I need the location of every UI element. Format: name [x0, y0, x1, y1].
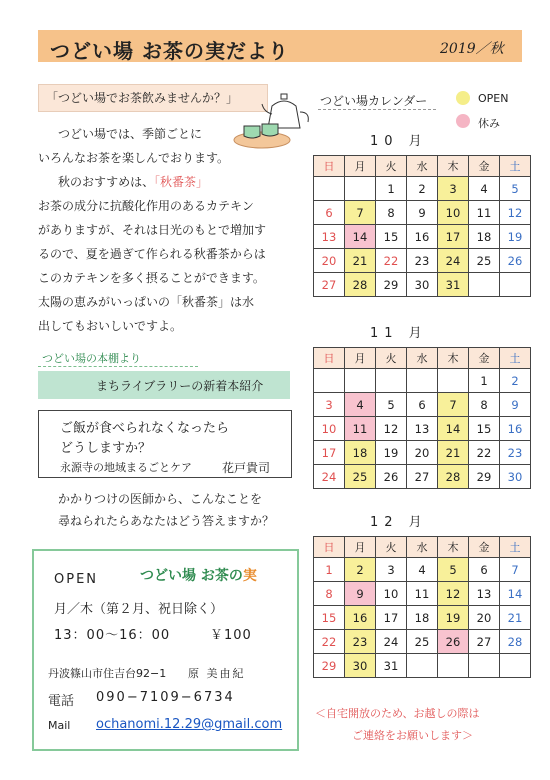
calendar-day: 3 — [314, 393, 345, 417]
calendar-day: 20 — [407, 441, 438, 465]
month-title-october: 10 月 — [370, 134, 428, 149]
address: 丹波篠山市住吉台92−1 — [48, 667, 167, 680]
week-row — [314, 273, 531, 297]
calendar-day: 23 — [345, 630, 376, 654]
calendar-day: 19 — [438, 606, 469, 630]
calendar-day — [438, 654, 469, 678]
tel-label: 電話 — [48, 694, 75, 709]
calendar-day: 24 — [314, 465, 345, 489]
calendar-day: 15 — [314, 606, 345, 630]
calendar-day — [345, 177, 376, 201]
contact-name: 原 美由紀 — [188, 667, 246, 680]
week-row — [314, 606, 531, 630]
intro-line: いろんなお茶を楽しんでおります。 — [38, 151, 230, 165]
calendar-day: 21 — [438, 441, 469, 465]
calendar-day: 20 — [469, 606, 500, 630]
calendar-november — [313, 347, 531, 489]
calendar-day: 14 — [438, 417, 469, 441]
calendar-day: 30 — [345, 654, 376, 678]
calendar-day: 20 — [314, 249, 345, 273]
mail-label: Mail — [48, 719, 71, 732]
calendar-day: 29 — [469, 465, 500, 489]
calendar-day: 13 — [469, 582, 500, 606]
calendar-day: 17 — [438, 225, 469, 249]
calendar-heading: つどい場カレンダー — [320, 94, 428, 108]
intro-line: るので、夏を過ぎて作られる秋番茶からは — [38, 247, 266, 261]
calendar-day: 17 — [376, 606, 407, 630]
week-row — [314, 417, 531, 441]
week-row — [314, 441, 531, 465]
weekday-header: 水 — [407, 537, 438, 558]
calendar-day: 29 — [314, 654, 345, 678]
weekday-header: 水 — [407, 156, 438, 177]
week-row — [314, 201, 531, 225]
calendar-day: 11 — [345, 417, 376, 441]
calendar-day: 9 — [500, 393, 531, 417]
intro-line: 秋のおすすめは、 — [58, 175, 155, 189]
calendar-day: 21 — [500, 606, 531, 630]
calendar-day: 13 — [314, 225, 345, 249]
weekday-row — [314, 537, 531, 558]
open-days: 月／木（第２月、祝日除く） — [54, 602, 224, 617]
calendar-day: 22 — [469, 441, 500, 465]
calendar-day: 14 — [345, 225, 376, 249]
calendar-day: 16 — [500, 417, 531, 441]
open-legend-label: OPEN — [478, 92, 509, 105]
calendar-december — [313, 536, 531, 678]
weekday-header: 月 — [345, 156, 376, 177]
calendar-day: 2 — [407, 177, 438, 201]
weekday-header: 火 — [376, 537, 407, 558]
divider — [318, 109, 436, 110]
weekday-header: 火 — [376, 156, 407, 177]
calendar-day: 8 — [469, 393, 500, 417]
book-subtitle: 永源寺の地域まるごとケア — [60, 461, 192, 474]
weekday-header: 木 — [438, 537, 469, 558]
library-band-text: まちライブラリーの新着本紹介 — [96, 379, 264, 393]
calendar-day: 15 — [469, 417, 500, 441]
weekday-header: 木 — [438, 348, 469, 369]
calendar-day: 15 — [376, 225, 407, 249]
intro-line: 太陽の恵みがいっぱいの「秋番茶」は水 — [38, 295, 255, 309]
price: ￥100 — [210, 628, 252, 643]
issue-date: 2019／秋 — [440, 41, 504, 57]
calendar-day — [314, 369, 345, 393]
calendar-day: 7 — [500, 558, 531, 582]
calendar-day: 11 — [469, 201, 500, 225]
calendar-day — [500, 654, 531, 678]
email-link[interactable]: ochanomi.12.29@gmail.com — [96, 717, 283, 732]
calendar-day: 12 — [500, 201, 531, 225]
calendar-day: 1 — [376, 177, 407, 201]
calendar-day: 31 — [438, 273, 469, 297]
week-row — [314, 630, 531, 654]
calendar-day: 26 — [438, 630, 469, 654]
week-row — [314, 225, 531, 249]
calendar-day: 4 — [407, 558, 438, 582]
calendar-day: 28 — [438, 465, 469, 489]
weekday-header: 日 — [314, 348, 345, 369]
calendar-day: 4 — [469, 177, 500, 201]
open-label: OPEN — [54, 572, 99, 587]
calendar-day: 18 — [469, 225, 500, 249]
teapot-illustration — [232, 86, 314, 150]
calendar-day: 30 — [407, 273, 438, 297]
book-title-line1: ご飯が食べられなくなったら — [60, 421, 230, 436]
bookshelf-heading: つどい場の本棚より — [42, 352, 141, 365]
calendar-day: 28 — [345, 273, 376, 297]
holiday-legend-label: 休み — [478, 117, 500, 130]
calendar-day: 22 — [314, 630, 345, 654]
notice-line: ご連絡をお願いします＞ — [352, 729, 473, 742]
intro-line: 出してもおいしいですよ。 — [38, 319, 183, 333]
headline: 「つどい場でお茶飲みませんか？」 — [46, 91, 239, 105]
calendar-day: 27 — [407, 465, 438, 489]
calendar-october — [313, 155, 531, 297]
calendar-day: 24 — [438, 249, 469, 273]
weekday-header: 金 — [469, 156, 500, 177]
calendar-day: 19 — [500, 225, 531, 249]
calendar-day: 3 — [376, 558, 407, 582]
book-description: 尋ねられたらあなたはどう答えますか？ — [58, 514, 275, 528]
calendar-day: 7 — [345, 201, 376, 225]
calendar-day: 18 — [345, 441, 376, 465]
intro-line: がありますが、それは日光のもとで増加す — [38, 223, 267, 237]
calendar-day: 27 — [469, 630, 500, 654]
calendar-day: 26 — [500, 249, 531, 273]
calendar-day — [376, 369, 407, 393]
calendar-day: 27 — [314, 273, 345, 297]
calendar-day: 24 — [376, 630, 407, 654]
weekday-header: 土 — [500, 537, 531, 558]
calendar-day — [469, 654, 500, 678]
calendar-day: 25 — [345, 465, 376, 489]
calendar-day: 5 — [438, 558, 469, 582]
book-description: かかりつけの医師から、こんなことを — [58, 492, 263, 506]
calendar-day: 22 — [376, 249, 407, 273]
calendar-day: 10 — [314, 417, 345, 441]
calendar-day: 7 — [438, 393, 469, 417]
calendar-day — [469, 273, 500, 297]
notice-line: ＜自宅開放のため、お越しの際は — [315, 707, 480, 720]
calendar-day: 19 — [376, 441, 407, 465]
book-author: 花戸貴司 — [222, 461, 271, 475]
calendar-day: 9 — [407, 201, 438, 225]
intro-line: つどい場では、季節ごとに — [58, 127, 203, 141]
calendar-day — [345, 369, 376, 393]
calendar-day: 1 — [469, 369, 500, 393]
newsletter-title: つどい場 お茶の実だより — [50, 39, 289, 63]
month-title-december: 12 月 — [370, 515, 428, 530]
month-title-november: 11 月 — [370, 326, 428, 341]
calendar-day: 9 — [345, 582, 376, 606]
weekday-header: 水 — [407, 348, 438, 369]
divider — [38, 366, 198, 367]
week-row — [314, 249, 531, 273]
calendar-day: 13 — [407, 417, 438, 441]
weekday-row — [314, 348, 531, 369]
calendar-day: 11 — [407, 582, 438, 606]
weekday-header: 日 — [314, 156, 345, 177]
calendar-day: 29 — [376, 273, 407, 297]
weekday-header: 火 — [376, 348, 407, 369]
calendar-day: 25 — [469, 249, 500, 273]
calendar-day: 16 — [407, 225, 438, 249]
calendar-day: 16 — [345, 606, 376, 630]
calendar-day: 5 — [376, 393, 407, 417]
calendar-day: 23 — [500, 441, 531, 465]
brand-name-accent: 実 — [242, 568, 257, 584]
calendar-day: 23 — [407, 249, 438, 273]
calendar-day — [438, 369, 469, 393]
weekday-header: 月 — [345, 537, 376, 558]
calendar-day: 10 — [438, 201, 469, 225]
calendar-day — [407, 369, 438, 393]
weekday-header: 日 — [314, 537, 345, 558]
calendar-day: 12 — [438, 582, 469, 606]
week-row — [314, 177, 531, 201]
calendar-day: 5 — [500, 177, 531, 201]
calendar-day: 17 — [314, 441, 345, 465]
calendar-day: 25 — [407, 630, 438, 654]
calendar-day: 21 — [345, 249, 376, 273]
intro-line: このカテキンを多く摂ることができます。 — [38, 271, 265, 285]
calendar-day: 26 — [376, 465, 407, 489]
calendar-day: 4 — [345, 393, 376, 417]
calendar-day: 6 — [407, 393, 438, 417]
open-time: 13：00～16：00 — [54, 628, 171, 643]
week-row — [314, 582, 531, 606]
calendar-day: 3 — [438, 177, 469, 201]
calendar-day: 31 — [376, 654, 407, 678]
week-row — [314, 465, 531, 489]
calendar-day: 2 — [345, 558, 376, 582]
calendar-day: 14 — [500, 582, 531, 606]
calendar-day: 8 — [376, 201, 407, 225]
calendar-day: 8 — [314, 582, 345, 606]
calendar-day — [407, 654, 438, 678]
week-row — [314, 393, 531, 417]
calendar-day: 12 — [376, 417, 407, 441]
open-legend-swatch — [456, 91, 470, 105]
calendar-day — [314, 177, 345, 201]
calendar-day: 6 — [314, 201, 345, 225]
recommended-tea: 「秋番茶」 — [148, 175, 209, 189]
calendar-day: 1 — [314, 558, 345, 582]
weekday-header: 金 — [469, 348, 500, 369]
calendar-day — [500, 273, 531, 297]
intro-line: お茶の成分に抗酸化作用のあるカテキン — [38, 199, 254, 213]
calendar-day: 10 — [376, 582, 407, 606]
weekday-header: 金 — [469, 537, 500, 558]
book-title-line2: どうしますか？ — [60, 441, 152, 456]
weekday-row — [314, 156, 531, 177]
weekday-header: 土 — [500, 348, 531, 369]
calendar-day: 28 — [500, 630, 531, 654]
calendar-day: 30 — [500, 465, 531, 489]
week-row — [314, 369, 531, 393]
week-row — [314, 654, 531, 678]
calendar-day: 2 — [500, 369, 531, 393]
holiday-legend-swatch — [456, 114, 470, 128]
calendar-day: 6 — [469, 558, 500, 582]
weekday-header: 月 — [345, 348, 376, 369]
weekday-header: 木 — [438, 156, 469, 177]
brand-name — [140, 565, 257, 585]
week-row — [314, 558, 531, 582]
brand-name-part: つどい場 お茶の — [140, 568, 243, 584]
weekday-header: 土 — [500, 156, 531, 177]
calendar-day: 18 — [407, 606, 438, 630]
phone-number: 090−7109−6734 — [96, 690, 235, 705]
